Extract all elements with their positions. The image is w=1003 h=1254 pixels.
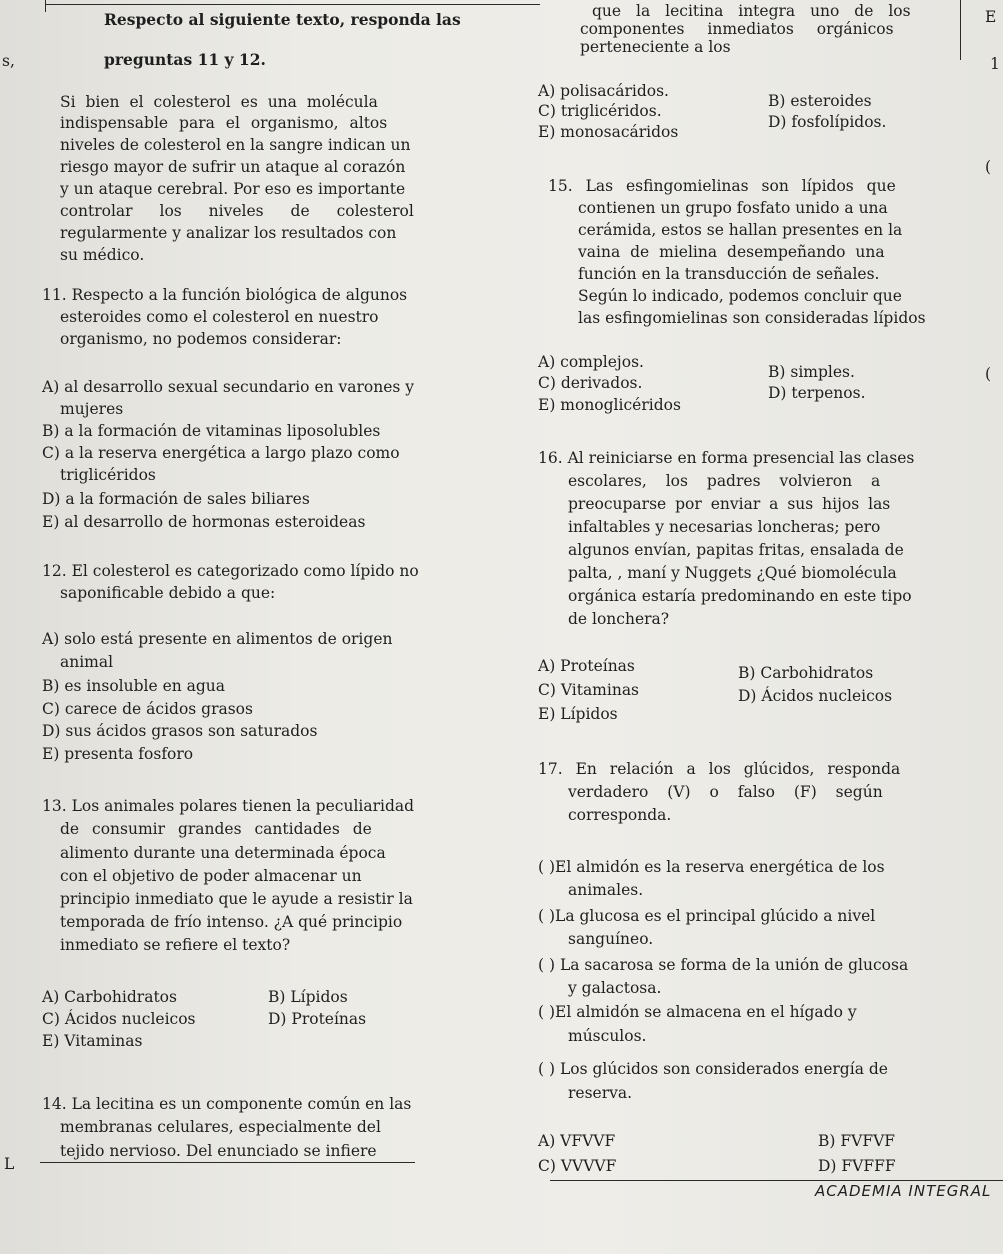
question-15-stem: función en la transducción de señales.	[578, 265, 880, 283]
edge-fragment: 1	[990, 55, 1000, 73]
option: A) solo está presente en alimentos de origen	[42, 630, 393, 648]
option: C) VVVVF	[538, 1157, 617, 1175]
option: C) a la reserva energética a largo plazo como	[42, 444, 400, 462]
option: E) Lípidos	[538, 705, 618, 723]
question-16-stem: infaltables y necesarias loncheras; pero	[568, 518, 881, 536]
question-13-stem: alimento durante una determinada época	[60, 844, 386, 862]
option: C) Vitaminas	[538, 681, 640, 699]
option: D) FVFFF	[818, 1157, 896, 1175]
option: D) sus ácidos grasos son saturados	[42, 722, 318, 740]
margin-fragment: L	[4, 1155, 15, 1173]
true-false-item: sanguíneo.	[568, 930, 654, 948]
option: D) Ácidos nucleicos	[738, 687, 893, 705]
question-16-stem: palta, , maní y Nuggets ¿Qué biomolécula	[568, 564, 897, 582]
passage-line: su médico.	[60, 246, 145, 264]
passage-line: niveles de colesterol en la sangre indican un	[60, 136, 411, 154]
option: C) triglicéridos.	[538, 102, 662, 120]
option: D) a la formación de sales biliares	[42, 490, 310, 508]
option: animal	[60, 653, 114, 671]
question-17-stem: verdadero (V) o falso (F) según	[568, 783, 883, 801]
option: B) es insoluble en agua	[42, 677, 226, 695]
option: E) monosacáridos	[538, 123, 679, 141]
question-11-stem: organismo, no podemos considerar:	[60, 330, 342, 348]
true-false-item: ( )El almidón es la reserva energética de los	[538, 858, 885, 876]
option: D) fosfolípidos.	[768, 113, 887, 131]
passage-line: indispensable para el organismo, altos	[60, 114, 388, 132]
option: E) monoglicéridos	[538, 396, 681, 414]
true-false-item: reserva.	[568, 1084, 633, 1102]
question-15-stem: contienen un grupo fosfato unido a una	[578, 199, 888, 217]
question-16-stem: preocuparse por enviar a sus hijos las	[568, 495, 891, 513]
section-header: Respecto al siguiente texto, responda las	[104, 10, 461, 29]
question-15-stem: 15. Las esfingomielinas son lípidos que	[548, 177, 896, 195]
question-11-stem: esteroides como el colesterol en nuestro	[60, 308, 379, 326]
footer-brand: ACADEMIA INTEGRAL	[815, 1182, 992, 1200]
question-16-stem: de lonchera?	[568, 610, 670, 628]
passage-line: regularmente y analizar los resultados con	[60, 224, 397, 242]
margin-fragment: s,	[2, 52, 15, 70]
option: A) Carbohidratos	[42, 988, 177, 1006]
option: D) terpenos.	[768, 384, 866, 402]
edge-fragment: (	[985, 365, 992, 383]
question-15-stem: Según lo indicado, podemos concluir que	[578, 287, 902, 305]
option: B) Lípidos	[268, 988, 348, 1006]
question-14-stem: membranas celulares, especialmente del	[60, 1118, 381, 1136]
true-false-item: ( )El almidón se almacena en el hígado y	[538, 1003, 857, 1021]
question-16-stem: 16. Al reiniciarse en forma presencial las clases	[538, 449, 915, 467]
true-false-item: músculos.	[568, 1027, 647, 1045]
divider	[45, 4, 540, 5]
option: A) complejos.	[538, 353, 644, 371]
true-false-item: y galactosa.	[568, 979, 662, 997]
option: triglicéridos	[60, 466, 156, 484]
option: A) polisacáridos.	[538, 82, 669, 100]
question-15-stem: vaina de mielina desempeñando una	[578, 243, 885, 261]
question-15-stem: cerámida, estos se hallan presentes en la	[578, 221, 903, 239]
option: E) al desarrollo de hormonas esteroideas	[42, 513, 366, 531]
true-false-item: ( ) La sacarosa se forma de la unión de glucosa	[538, 956, 909, 974]
option: C) Ácidos nucleicos	[42, 1010, 196, 1028]
option: E) Vitaminas	[42, 1032, 143, 1050]
question-13-stem: temporada de frío intenso. ¿A qué principio	[60, 913, 403, 931]
underline	[40, 1162, 415, 1163]
question-11-stem: 11. Respecto a la función biológica de algunos	[42, 286, 408, 304]
question-12-stem: saponificable debido a que:	[60, 584, 276, 602]
question-16-stem: orgánica estaría predominando en este tipo	[568, 587, 912, 605]
question-14-continuation: componentes inmediatos orgánicos	[580, 20, 894, 38]
option: B) Carbohidratos	[738, 664, 874, 682]
passage-line: Si bien el colesterol es una molécula	[60, 93, 378, 111]
passage-line: y un ataque cerebral. Por eso es importante	[60, 180, 406, 198]
option: B) FVFVF	[818, 1132, 896, 1150]
question-14-continuation: que la lecitina integra uno de los	[592, 2, 911, 20]
question-12-stem: 12. El colesterol es categorizado como lípido no	[42, 562, 419, 580]
question-15-stem: las esfingomielinas son consideradas lípidos	[578, 309, 926, 327]
option: C) derivados.	[538, 374, 643, 392]
edge-fragment: E	[985, 8, 997, 26]
question-13-stem: 13. Los animales polares tienen la peculiaridad	[42, 797, 415, 815]
passage-line: controlar los niveles de colesterol	[60, 202, 414, 220]
option: B) simples.	[768, 363, 855, 381]
option: A) al desarrollo sexual secundario en varones y	[42, 378, 415, 396]
question-13-stem: inmediato se refiere el texto?	[60, 936, 291, 954]
true-false-item: animales.	[568, 881, 644, 899]
divider	[45, 0, 46, 12]
footer-rule	[550, 1180, 1003, 1181]
true-false-item: ( ) Los glúcidos son considerados energía de	[538, 1060, 888, 1078]
option: D) Proteínas	[268, 1010, 367, 1028]
question-17-stem: corresponda.	[568, 806, 672, 824]
question-14-stem: tejido nervioso. Del enunciado se infiere	[60, 1142, 377, 1160]
option: A) VFVVF	[538, 1132, 616, 1150]
question-16-stem: algunos envían, papitas fritas, ensalada de	[568, 541, 904, 559]
question-13-stem: de consumir grandes cantidades de	[60, 820, 372, 838]
true-false-item: ( )La glucosa es el principal glúcido a nivel	[538, 907, 876, 925]
question-13-stem: con el objetivo de poder almacenar un	[60, 867, 362, 885]
option: mujeres	[60, 400, 124, 418]
option: C) carece de ácidos grasos	[42, 700, 253, 718]
edge-fragment: (	[985, 158, 992, 176]
question-17-stem: 17. En relación a los glúcidos, responda	[538, 760, 901, 778]
option: B) esteroides	[768, 92, 872, 110]
question-14-continuation: perteneciente a los	[580, 38, 731, 56]
divider	[960, 0, 961, 60]
question-14-stem: 14. La lecitina es un componente común en las	[42, 1095, 412, 1113]
option: E) presenta fosforo	[42, 745, 194, 763]
passage-line: riesgo mayor de sufrir un ataque al corazón	[60, 158, 406, 176]
option: B) a la formación de vitaminas liposolubles	[42, 422, 381, 440]
question-13-stem: principio inmediato que le ayude a resistir la	[60, 890, 413, 908]
section-header: preguntas 11 y 12.	[104, 50, 266, 69]
option: A) Proteínas	[538, 657, 635, 675]
question-16-stem: escolares, los padres volvieron a	[568, 472, 881, 490]
